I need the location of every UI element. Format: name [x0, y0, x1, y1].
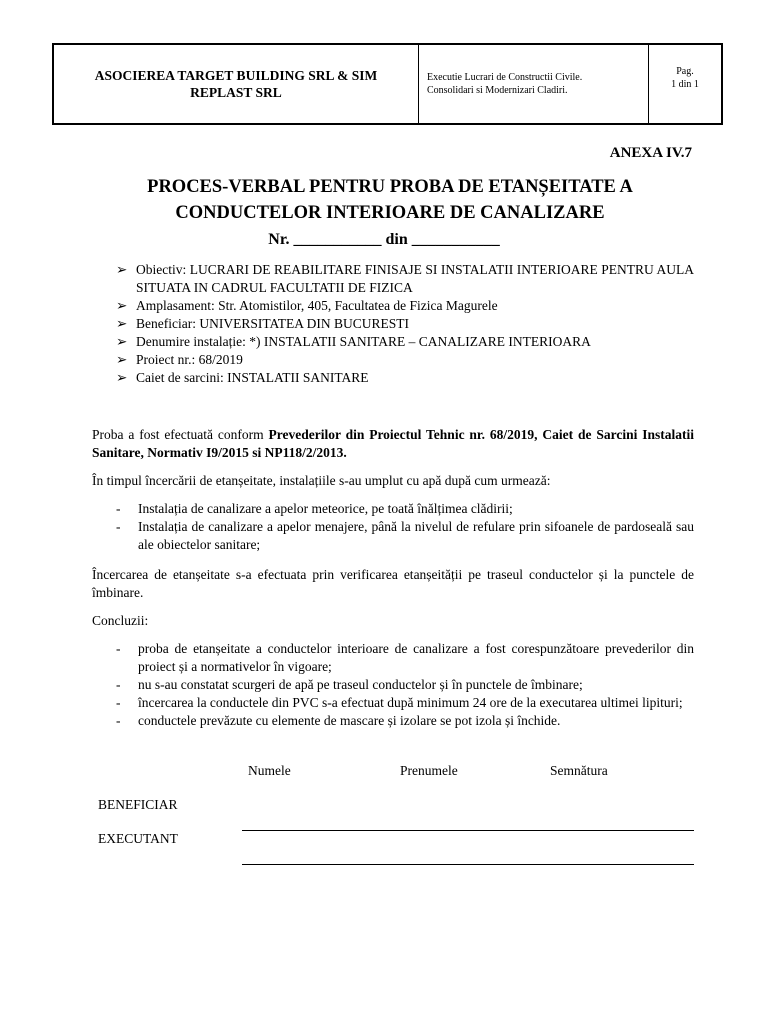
page-label: Pag.: [676, 66, 694, 77]
list-item: - Instalația de canalizare a apelor menajere, până la nivelul de refulare prin sifoanele de pardoseală sau ale obiectelor sanitare;: [116, 519, 694, 552]
test-basis-paragraph: Proba a fost efectuată conform Prevederilor din Proiectul Tehnic nr. 68/2019, Caiet de Sarcini Instalatii Sanitare, Normativ I9/2015 si NP118/2/2013.: [92, 427, 694, 460]
company-name: ASOCIEREA TARGET BUILDING SRL & SIM REPLAST SRL: [54, 45, 419, 123]
document-number-line: Nr. ___________ din ___________: [268, 231, 500, 248]
filling-list: [116, 500, 694, 554]
list-item: - încercarea la conductele din PVC s-a efectuat după minimum 24 ore de la executarea ultimei lipituri;: [116, 695, 683, 710]
signature-line-contractor: [242, 864, 694, 865]
detail-item-specs: ➢ Caiet de sarcini: INSTALATII SANITARE: [116, 370, 369, 385]
header-table: [52, 43, 723, 125]
title-line-1: PROCES-VERBAL PENTRU PROBA DE ETANȘEITATE A: [147, 177, 633, 197]
work-line-1: Executie Lucrari de Constructii Civile.: [427, 72, 583, 83]
arrow-bullet-icon: ➢: [116, 370, 128, 385]
detail-item-beneficiary: ➢ Beneficiar: UNIVERSITATEA DIN BUCURESTI: [116, 316, 410, 331]
detail-item-location: ➢ Amplasament: Str. Atomistilor, 405, Facultatea de Fizica Magurele: [116, 298, 498, 313]
list-item: - nu s-au constatat scurgeri de apă pe traseul conductelor și în punctele de îmbinare;: [116, 677, 583, 692]
conclusions-label: Concluzii:: [92, 613, 149, 628]
annex-label: ANEXA IV.7: [609, 145, 692, 161]
list-item: - conductele prevăzute cu elemente de mascare și izolare se pot izola și închide.: [116, 713, 561, 728]
details-list: [116, 261, 694, 387]
verification-paragraph: Încercarea de etanșeitate s-a efectuata prin verificarea etanșeității pe traseul conductelor și la punctele de îmbinare.: [92, 567, 694, 600]
signature-col-signature: Semnătura: [550, 763, 608, 778]
list-item: - proba de etanșeitate a conductelor interioare de canalizare a fost corespunzătoare prevederilor din proiect și a normativelor în vigoare;: [116, 641, 694, 674]
detail-item-objective: ➢ Obiectiv: LUCRARI DE REABILITARE FINISAJE SI INSTALATII INTERIOARE PENTRU AULA SITUATA IN CADRUL FACULTATII DE FIZICA: [116, 262, 694, 295]
arrow-bullet-icon: ➢: [116, 298, 128, 313]
conclusions-list: [116, 640, 694, 730]
arrow-bullet-icon: ➢: [116, 316, 128, 331]
signature-col-first-name: Prenumele: [400, 763, 458, 778]
arrow-bullet-icon: ➢: [116, 334, 128, 349]
detail-item-project: ➢ Proiect nr.: 68/2019: [116, 352, 243, 367]
role-beneficiary: BENEFICIAR: [98, 797, 178, 812]
arrow-bullet-icon: ➢: [116, 262, 128, 277]
work-line-2: Consolidari si Modernizari Cladiri.: [427, 85, 568, 96]
signature-col-name: Numele: [248, 763, 291, 778]
title-line-2: CONDUCTELOR INTERIOARE DE CANALIZARE: [175, 203, 605, 223]
signature-line-beneficiary: [242, 830, 694, 831]
list-item: - Instalația de canalizare a apelor meteorice, pe toată înălțimea clădirii;: [116, 501, 513, 516]
work-description: [419, 45, 649, 123]
document-title: [60, 174, 720, 226]
test-basis-references: Prevederilor din Proiectul Tehnic nr. 68/2019, Caiet de Sarcini Instalatii Sanitare, Normativ I9/2015 si NP118/2/2013.: [92, 427, 694, 460]
page-value: 1 din 1: [671, 79, 699, 90]
role-contractor: EXECUTANT: [98, 831, 178, 846]
arrow-bullet-icon: ➢: [116, 352, 128, 367]
detail-item-installation: ➢ Denumire instalație: *) INSTALATII SANITARE – CANALIZARE INTERIOARA: [116, 334, 591, 349]
filling-intro-paragraph: În timpul încercării de etanșeitate, instalațiile s-au umplut cu apă după cum urmează:: [92, 473, 551, 488]
page-number-cell: [649, 45, 721, 123]
